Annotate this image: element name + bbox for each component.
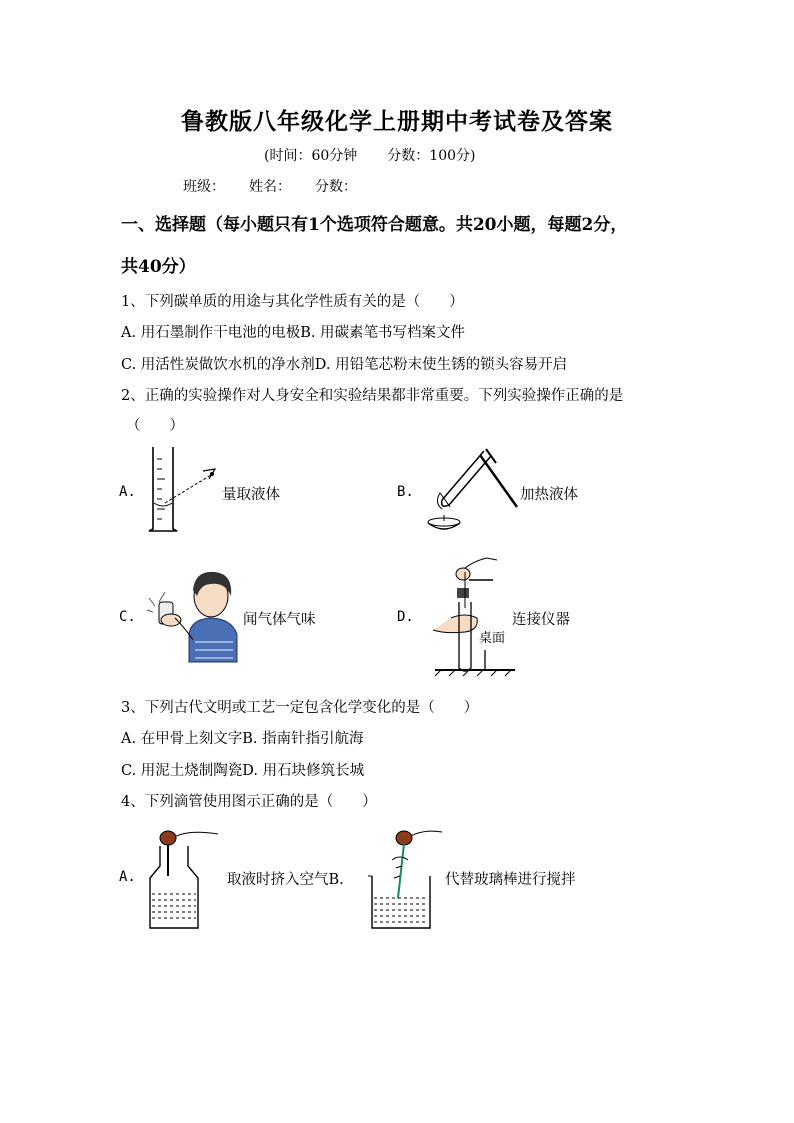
q2-option-c-label: C. (119, 609, 136, 625)
q4-option-a-label: A. (119, 869, 136, 885)
class-field: 班级： (183, 179, 225, 195)
q2-option-d-caption: 连接仪器 (512, 612, 570, 628)
q2-option-a-caption: 量取液体 (222, 487, 280, 503)
q1-options-ab: A. 用石墨制作干电池的电极B. 用碳素笔书写档案文件 (121, 325, 466, 341)
heating-test-tube-figure (422, 445, 522, 545)
q4-option-b-caption: 代替玻璃棒进行搅拌 (445, 872, 576, 888)
q2-option-b-label: B. (397, 484, 414, 500)
time-info: (时间：60分钟 (264, 148, 358, 164)
student-info-line (183, 176, 381, 196)
score-info: 分数：100分) (387, 148, 476, 164)
smelling-gas-figure (145, 562, 245, 667)
q4-option-a-caption: 取液时挤入空气B. (227, 872, 344, 888)
exam-subtitle (264, 145, 505, 165)
q3-stem: 3、下列古代文明或工艺一定包含化学变化的是（ ） (121, 700, 479, 716)
stirring-dropper-figure (366, 822, 446, 934)
desk-label: 桌面 (479, 631, 506, 646)
q1-stem: 1、下列碳单质的用途与其化学性质有关的是（ ） (121, 294, 464, 310)
q4-stem: 4、下列滴管使用图示正确的是（ ） (121, 794, 377, 810)
page-title: 鲁教版八年级化学上册期中考试卷及答案 (181, 108, 613, 135)
q2-stem: 2、正确的实验操作对人身安全和实验结果都非常重要。下列实验操作正确的是 (121, 388, 624, 404)
section-heading-line1: 一、选择题（每小题只有1个选项符合题意。共20小题，每题2分， (121, 215, 628, 235)
dropper-bottle-figure (146, 822, 226, 932)
q2-stem-bracket: （ ） (126, 418, 184, 434)
graduated-cylinder-figure (145, 445, 225, 535)
q2-option-b-caption: 加热液体 (520, 487, 578, 503)
q2-option-d-label: D. (397, 609, 414, 625)
connecting-apparatus-figure (425, 552, 515, 677)
q2-option-c-caption: 闻气体气味 (243, 612, 316, 628)
name-field: 姓名： (249, 179, 291, 195)
q3-options-cd: C. 用泥土烧制陶瓷D. 用石块修筑长城 (121, 763, 365, 779)
section-heading-line2: 共40分） (121, 257, 196, 277)
q1-options-cd: C. 用活性炭做饮水机的净水剂D. 用铅笔芯粉末使生锈的锁头容易开启 (121, 357, 568, 373)
q2-option-a-label: A. (119, 484, 136, 500)
score-field: 分数： (315, 179, 357, 195)
q3-options-ab: A. 在甲骨上刻文字B. 指南针指引航海 (121, 731, 364, 747)
